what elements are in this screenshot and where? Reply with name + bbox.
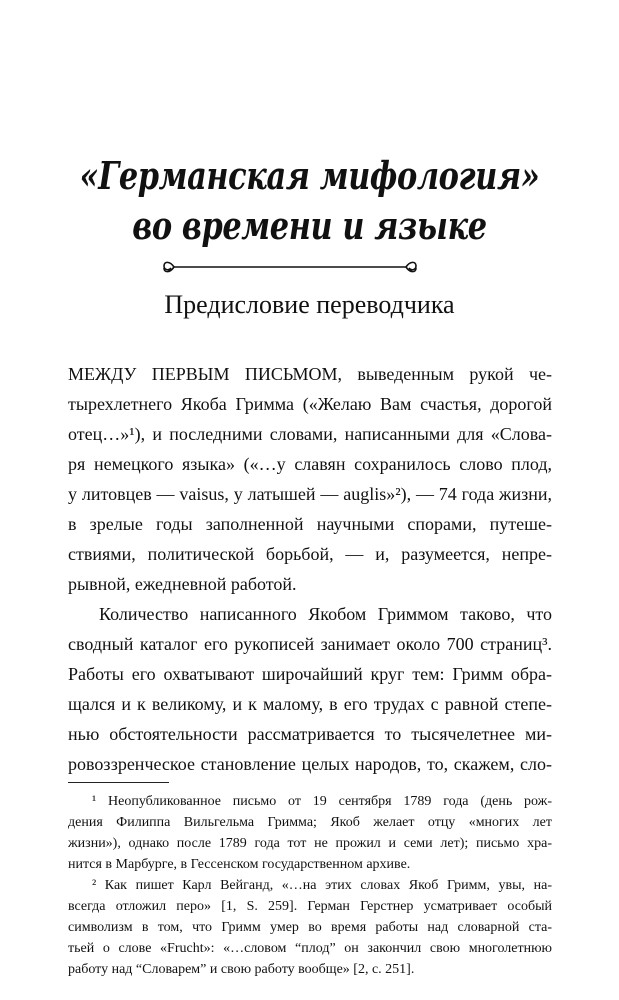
- body-line: ровоззренческое становление целых народов, то, скажем, сло-: [68, 754, 552, 774]
- body-line: тырехлетнего Якоба Гримма («Желаю Вам счастья, дорогой: [68, 394, 552, 414]
- footnote-line: работу над “Словарем” и свою работу вообще» [2, с. 251].: [68, 962, 415, 977]
- footnote-line: всегда отложил перо» [1, S. 259]. Герман Герстнер усматривает особый: [68, 899, 552, 914]
- footnote-line: ² Как пишет Карл Вейганд, «…на этих словах Якоб Гримм, увы, на-: [92, 878, 552, 893]
- body-line: Работы его охватывают широчайший круг тем: Гримм обра-: [68, 664, 552, 684]
- body-line: рывной, ежедневной работой.: [68, 574, 297, 594]
- body-line: МЕЖДУ ПЕРВЫМ ПИСЬМОМ, выведенным рукой че-: [68, 364, 552, 384]
- title-line-2: во времени и языке: [132, 203, 487, 248]
- body-line: щался и к великому, и к малому, в его трудах с равной степе-: [68, 694, 552, 714]
- footnote-rule: [68, 782, 169, 783]
- body-line: Количество написанного Якобом Гриммом таково, что: [99, 604, 552, 624]
- ornament-divider-icon: [160, 257, 420, 277]
- footnote-line: ¹ Неопубликованное письмо от 19 сентября 1789 года (день рож-: [92, 794, 552, 809]
- body-line: ря немецкого языка» («…у славян сохранилось слово плод,: [68, 454, 552, 474]
- footnote-line: нится в Марбурге, в Гессенском государственном архиве.: [68, 857, 411, 872]
- subtitle: Предисловие переводчика: [164, 290, 455, 319]
- body-line: сводный каталог его рукописей занимает около 700 страниц³.: [68, 634, 552, 654]
- footnote-line: дения Филиппа Вильгельма Гримма; Якоб желает отцу «многих лет: [68, 815, 552, 830]
- body-line: отец…»¹), и последними словами, написанными для «Слова-: [68, 424, 552, 444]
- body-line: в зрелые годы заполненной научными спорами, путеше-: [68, 514, 552, 534]
- body-line: ствиями, политической борьбой, — и, разумеется, непре-: [68, 544, 552, 564]
- footnote-line: символизм в том, что Гримм умер во время работы над словарной ста-: [68, 920, 552, 935]
- footnote-line: тьей о слове «Frucht»: «…словом “плод” он закончил свою многолетнюю: [68, 941, 552, 956]
- body-line: у литовцев — vaisus, у латышей — auglis»²), — 74 года жизни,: [68, 484, 552, 504]
- title-line-1: «Германская мифология»: [79, 153, 540, 198]
- body-line: нью обстоятельности рассматривается то тысячелетнее ми-: [68, 724, 552, 744]
- footnote-line: жизни»), однако после 1789 года тот не прожил и семи лет); письмо хра-: [68, 836, 552, 851]
